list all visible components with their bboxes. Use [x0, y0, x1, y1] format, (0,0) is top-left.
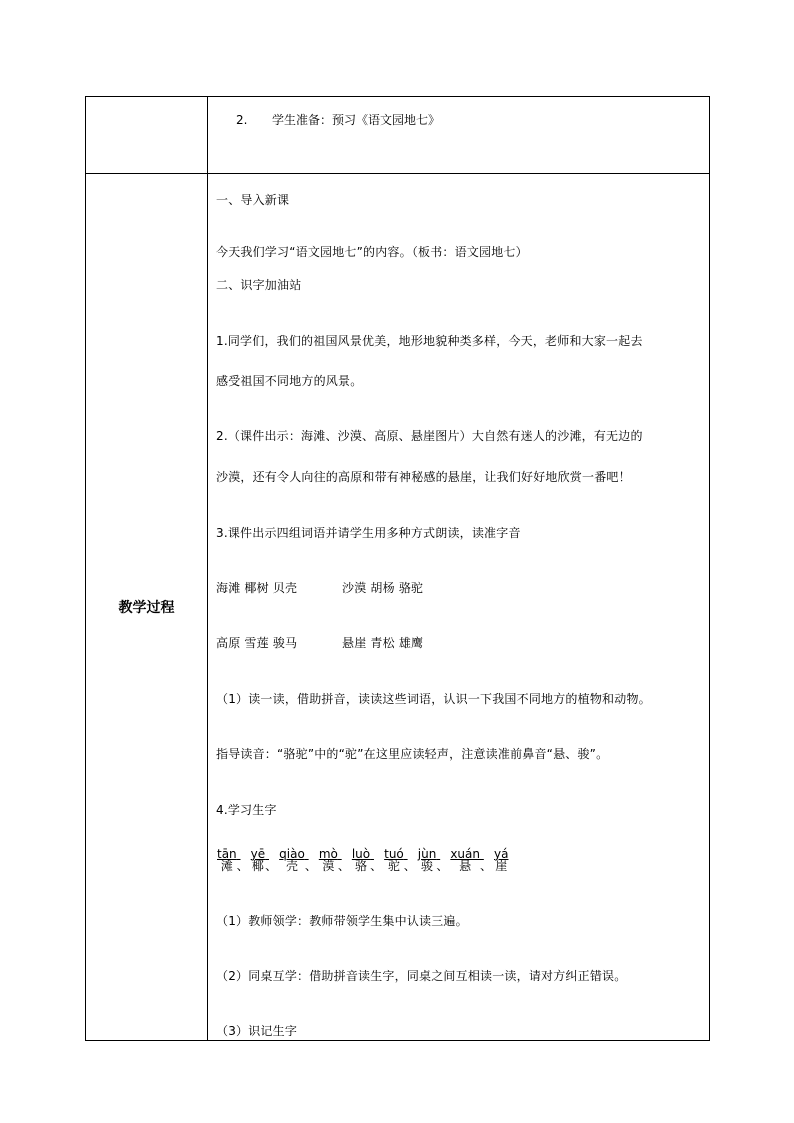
hanzi: 崖 [495, 859, 508, 873]
heading-literacy: 二、识字加油站 [216, 278, 302, 292]
character-with-pinyin [418, 848, 437, 873]
lesson-plan-table [85, 96, 710, 1041]
table-row [86, 97, 710, 174]
separator: 、 [403, 859, 416, 873]
hanzi: 漠 [322, 859, 335, 873]
section-label: 教学过程 [86, 174, 208, 1041]
character-with-pinyin [450, 848, 480, 873]
pinyin: jùn [417, 847, 437, 861]
separator: 、 [337, 859, 350, 873]
heading-new-characters: 4.学习生字 [216, 803, 277, 817]
separator: 、 [304, 859, 317, 873]
separator: 、 [265, 859, 278, 873]
pinyin: xuán [450, 847, 480, 861]
hanzi: 驼 [387, 859, 400, 873]
separator: 、 [436, 859, 449, 873]
teaching-process-cell [208, 174, 710, 1041]
paragraph-line: 今天我们学习“语文园地七”的内容。（板书：语文园地七） [216, 245, 528, 259]
paragraph-line: 2.（课件出示：海滩、沙漠、高原、悬崖图片）大自然有迷人的沙滩，有无边的 [216, 429, 643, 443]
word-group-row [216, 634, 423, 651]
paragraph-line: 指导读音：“骆驼”中的“驼”在这里应读轻声，注意读准前鼻音“悬、骏”。 [216, 747, 609, 761]
paragraph-line: （1）读一读，借助拼音，读读这些词语，认识一下我国不同地方的植物和动物。 [216, 692, 651, 706]
hanzi: 骏 [421, 859, 434, 873]
word-group: 悬崖 青松 雄鹰 [342, 636, 424, 650]
pinyin: tuó [384, 847, 404, 861]
student-prep-cell [208, 97, 710, 174]
separator: 、 [370, 859, 383, 873]
paragraph-line: （1）教师领学：教师带领学生集中认读三遍。 [216, 914, 468, 928]
word-group: 海滩 椰树 贝壳 [216, 581, 298, 595]
pinyin: yē [250, 847, 266, 861]
hanzi: 椰 [251, 859, 264, 873]
pinyin: qiào [279, 847, 305, 861]
word-group: 高原 雪莲 骏马 [216, 636, 298, 650]
paragraph-line: 沙漠，还有令人向往的高原和带有神秘感的悬崖，让我们好好地欣赏一番吧！ [216, 470, 631, 484]
character-with-pinyin [217, 848, 237, 873]
paragraph-line: 3.课件出示四组词语并请学生用多种方式朗读，读准字音 [216, 526, 521, 540]
separator: 、 [480, 859, 493, 873]
character-with-pinyin [319, 848, 338, 873]
hanzi: 骆 [354, 859, 367, 873]
character-with-pinyin [384, 848, 404, 873]
student-prep-text: 学生准备：预习《语文园地七》 [272, 113, 441, 127]
empty-label-cell [86, 97, 208, 174]
hanzi: 滩 [220, 859, 233, 873]
pinyin: mò [318, 847, 338, 861]
character-with-pinyin [251, 848, 265, 873]
pinyin: luò [351, 847, 371, 861]
hanzi: 悬 [459, 859, 472, 873]
word-group-row [216, 579, 423, 596]
paragraph-line: 感受祖国不同地方的风景。 [216, 374, 363, 388]
separator: 、 [236, 859, 249, 873]
heading-intro: 一、导入新课 [216, 193, 290, 207]
item-number: 2. [236, 113, 248, 127]
pinyin: tān [217, 847, 237, 861]
table-row [86, 174, 710, 1041]
paragraph-line: 1.同学们，我们的祖国风景优美，地形地貌种类多样，今天，老师和大家一起去 [216, 334, 643, 348]
pinyin-character-row [217, 848, 508, 873]
paragraph-line: （2）同桌互学：借助拼音读生字，同桌之间互相读一读，请对方纠正错误。 [216, 969, 627, 983]
character-with-pinyin [279, 848, 305, 873]
paragraph-line: （3）识记生字 [216, 1024, 298, 1038]
pinyin: yá [494, 847, 509, 861]
character-with-pinyin [352, 848, 370, 873]
character-with-pinyin [494, 848, 508, 873]
hanzi: 壳 [285, 859, 298, 873]
word-group: 沙漠 胡杨 骆驼 [342, 581, 424, 595]
